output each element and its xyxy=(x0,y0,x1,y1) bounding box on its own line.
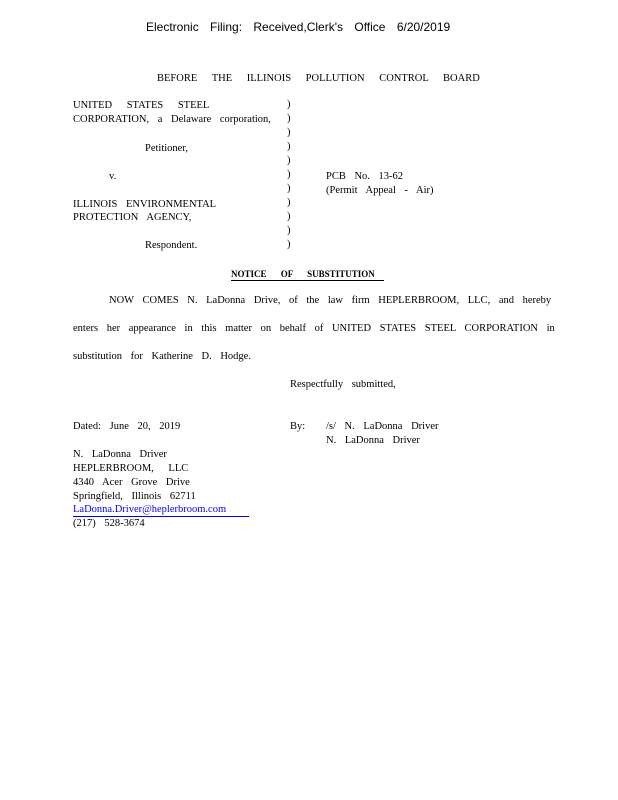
notice-title: NOTICE OF SUBSTITUTION xyxy=(231,269,375,279)
notice-body-line1: NOW COMES N. LaDonna Drive, of the law firm HEPLERBROOM, LLC, and hereby xyxy=(109,295,552,306)
filing-stamp: Electronic Filing: Received,Clerk's Office 6/20/2019 xyxy=(146,20,451,34)
caption-paren: ) xyxy=(287,225,291,236)
notice-body-line3: substitution for Katherine D. Hodge. xyxy=(73,351,251,362)
caption-paren: ) xyxy=(287,141,291,152)
case-type: (Permit Appeal - Air) xyxy=(326,185,434,196)
signature-line: /s/ N. LaDonna Driver xyxy=(326,421,439,432)
dated-line: Dated: June 20, 2019 xyxy=(73,421,181,432)
caption-paren: ) xyxy=(287,155,291,166)
caption-paren: ) xyxy=(287,127,291,138)
petitioner-name-line2: CORPORATION, a Delaware corporation, xyxy=(73,114,271,125)
caption-paren: ) xyxy=(287,239,291,250)
versus-label: v. xyxy=(109,171,117,182)
notice-body-line2: enters her appearance in this matter on behalf of UNITED STATES STEEL CORPORATION in xyxy=(73,323,555,334)
respondent-role: Respondent. xyxy=(145,240,198,251)
contact-phone: (217) 528-3674 xyxy=(73,518,145,529)
contact-email[interactable]: LaDonna.Driver@heplerbroom.com xyxy=(73,504,227,515)
board-title: BEFORE THE ILLINOIS POLLUTION CONTROL BOARD xyxy=(157,73,480,84)
signatory-printed-name: N. LaDonna Driver xyxy=(326,435,420,446)
contact-firm: HEPLERBROOM, LLC xyxy=(73,463,189,474)
petitioner-role: Petitioner, xyxy=(145,143,189,154)
caption-paren: ) xyxy=(287,169,291,180)
contact-city: Springfield, Illinois 62711 xyxy=(73,491,196,502)
contact-email-link[interactable] xyxy=(73,503,226,517)
caption-paren: ) xyxy=(287,211,291,222)
caption-divider xyxy=(287,98,297,252)
respondent-name-line2: PROTECTION AGENCY, xyxy=(73,212,192,223)
closing-phrase: Respectfully submitted, xyxy=(290,379,396,390)
by-label: By: xyxy=(290,421,306,432)
caption-paren: ) xyxy=(287,113,291,124)
caption-paren: ) xyxy=(287,183,291,194)
case-number: PCB No. 13-62 xyxy=(326,171,404,182)
respondent-name-line1: ILLINOIS ENVIRONMENTAL xyxy=(73,199,217,210)
caption-paren: ) xyxy=(287,197,291,208)
contact-street: 4340 Acer Grove Drive xyxy=(73,477,190,488)
caption-paren: ) xyxy=(287,99,291,110)
contact-name: N. LaDonna Driver xyxy=(73,449,167,460)
petitioner-name-line1: UNITED STATES STEEL xyxy=(73,100,210,111)
notice-title-underline xyxy=(231,280,384,281)
